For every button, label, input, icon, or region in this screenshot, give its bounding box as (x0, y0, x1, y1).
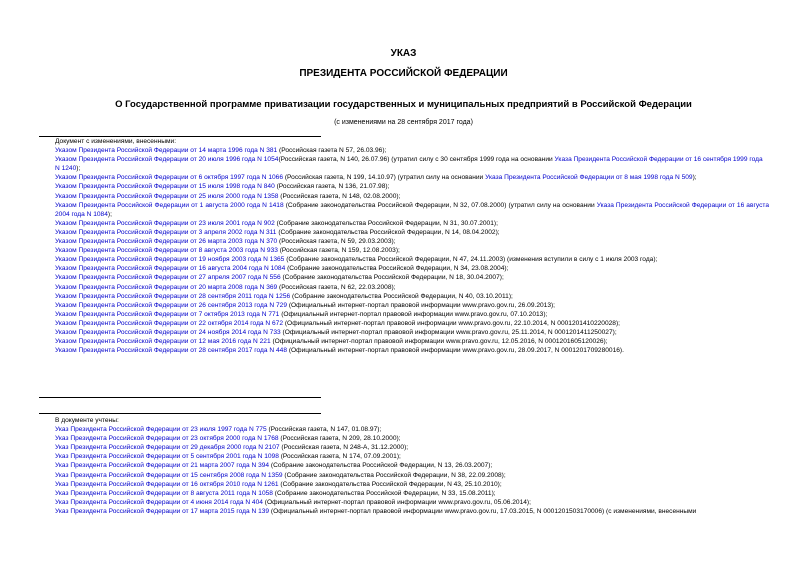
considered-item (39, 507, 769, 516)
amendment-link[interactable]: Указом Президента Российской Федерации от 28 сентября 2017 года N 448 (55, 347, 287, 355)
decree-link[interactable]: Указ Президента Российской Федерации от 21 марта 2007 года N 394 (55, 462, 270, 470)
change-item (39, 283, 769, 292)
change-item (39, 264, 769, 273)
amendment-link[interactable]: Указом Президента Российской Федерации от 28 сентября 2011 года N 1256 (55, 292, 291, 300)
divider-middle (39, 397, 321, 398)
document-title: УКАЗ (390, 48, 417, 59)
considered-item (39, 443, 769, 452)
amendment-source: (Официальный интернет-портал правовой информации www.pravo.gov.ru, 26.09.2013); (287, 301, 556, 309)
change-item (39, 319, 769, 328)
considered-item (39, 461, 769, 470)
considered-item (39, 498, 769, 507)
decree-link[interactable]: Указ Президента Российской Федерации от 17 марта 2015 года N 139 (55, 507, 270, 515)
amendment-source: (Собрание законодательства Российской Федерации, N 32, 07.08.2000) (утратил силу на основании (283, 201, 597, 209)
change-item (39, 346, 769, 355)
decree-source: (Собрание законодательства Российской Федерации, N 38, 22.09.2008); (282, 471, 506, 479)
decree-source: (Собрание законодательства Российской Федерации, N 33, 15.08.2011); (272, 489, 496, 497)
change-item (39, 255, 769, 264)
amendment-tail: ); (692, 174, 697, 182)
amendment-source: (Российская газета, N 148, 02.08.2000); (278, 192, 401, 200)
amendment-link[interactable]: Указом Президента Российской Федерации от 6 октября 1997 года N 1066 (55, 174, 284, 182)
amendment-source: (Собрание законодательства Российской Федерации, N 18, 30.04.2007); (280, 274, 504, 282)
change-item (39, 292, 769, 301)
divider-considered (39, 413, 321, 414)
decree-source: (Собрание законодательства Российской Федерации, N 43, 25.10.2010); (278, 480, 502, 488)
amendment-source: (Собрание законодательства Российской Федерации, N 14, 08.04.2002); (276, 228, 500, 236)
amendment-source: (Российская газета, N 159, 12.08.2003); (277, 247, 400, 255)
amendment-link[interactable]: Указом Президента Российской Федерации от 27 апреля 2007 года N 556 (55, 274, 281, 282)
amendment-source: (Российская газета, N 59, 29.03.2003); (277, 238, 396, 246)
amendment-source: (Официальный интернет-портал правовой информации www.pravo.gov.ru, 12.05.2016, N 0001201605120026); (270, 338, 608, 346)
considered-item (39, 434, 769, 443)
decree-link[interactable]: Указ Президента Российской Федерации от 8 августа 2011 года N 1058 (55, 489, 273, 497)
change-item (39, 155, 769, 173)
decree-source: (Российская газета, N 174, 07.09.2001); (278, 453, 401, 461)
amendment-link[interactable]: Указом Президента Российской Федерации от 12 мая 2016 года N 221 (55, 338, 271, 346)
change-item (39, 246, 769, 255)
amendment-source: (Российская газета N 57, 26.03.96); (277, 147, 387, 155)
change-item (39, 328, 769, 337)
change-item (39, 273, 769, 282)
change-item (39, 228, 769, 237)
amendment-link[interactable]: Указом Президента Российской Федерации от 26 сентября 2013 года N 729 (55, 301, 287, 309)
amendment-link[interactable]: Указом Президента Российской Федерации от 14 марта 1996 года N 381 (55, 147, 278, 155)
considered-item (39, 425, 769, 434)
decree-link[interactable]: Указ Президента Российской Федерации от 5 сентября 2001 года N 1098 (55, 453, 279, 461)
amendment-link[interactable]: Указом Президента Российской Федерации от 23 июля 2001 года N 902 (55, 219, 275, 227)
decree-link[interactable]: Указ Президента Российской Федерации от 29 декабря 2000 года N 2107 (55, 444, 280, 452)
amendment-link[interactable]: Указом Президента Российской Федерации от 26 марта 2003 года N 370 (55, 238, 278, 246)
decree-source: (Официальный интернет-портал правовой информации www.pravo.gov.ru, 17.03.2015, N 0001201503170006) (с изменениями, внесенными (269, 507, 697, 515)
change-item (39, 219, 769, 228)
amendment-link[interactable]: Указом Президента Российской Федерации от 1 августа 2000 года N 1418 (55, 201, 284, 209)
amendment-source: (Российская газета, N 62, 22.03.2008); (277, 283, 396, 291)
amendment-source: (Собрание законодательства Российской Федерации, N 40, 03.10.2011); (290, 292, 513, 300)
amendment-link[interactable]: Указом Президента Российской Федерации от 20 марта 2008 года N 369 (55, 283, 278, 291)
changes-intro: Документ с изменениями, внесенными: (55, 138, 177, 145)
amendment-source: (Российская газета, N 136, 21.07.98); (274, 183, 390, 191)
amendment-source: (Официальный интернет-портал правовой информации www.pravo.gov.ru, 25.11.2014, N 0001201411250027); (280, 328, 617, 336)
changes-block (39, 137, 769, 355)
amendment-source: (Собрание законодательства Российской Федерации, N 34, 23.08.2004); (285, 265, 509, 273)
decree-source: (Собрание законодательства Российской Федерации, N 13, 26.03.2007); (269, 462, 493, 470)
considered-item (39, 452, 769, 461)
amendment-link[interactable]: Указом Президента Российской Федерации от 16 августа 2004 года N 1084 (55, 265, 286, 273)
document-subject: О Государственной программе приватизации государственных и муниципальных предприятий в Российской Федерации (115, 99, 692, 110)
decree-link[interactable]: Указ Президента Российской Федерации от 23 июля 1997 года N 775 (55, 426, 267, 434)
amendment-source: (Официальный интернет-портал правовой информации www.pravo.gov.ru, 07.10.2013); (279, 310, 548, 318)
change-item (39, 337, 769, 346)
amendment-link[interactable]: Указом Президента Российской Федерации от 19 ноября 2003 года N 1365 (55, 256, 285, 264)
amendment-tail: ); (107, 210, 112, 218)
amendment-link[interactable]: Указом Президента Российской Федерации от 20 июля 1996 года N 1054 (55, 156, 279, 164)
edition-note: (с изменениями на 28 сентября 2017 года) (334, 119, 473, 126)
considered-item (39, 471, 769, 480)
amendment-source: (Собрание законодательства Российской Федерации, N 47, 24.11.2003) (изменения вступили в силу с 1 июля 2003 года); (284, 256, 658, 264)
change-item (39, 237, 769, 246)
considered-intro: В документе учтены: (55, 417, 119, 424)
repeal-link[interactable]: Указа Президента Российской Федерации от 8 мая 1998 года N 509 (485, 174, 693, 182)
change-item (39, 182, 769, 191)
amendment-source: (Российская газета, N 199, 14.10.97) (утратил силу на основании (283, 174, 486, 182)
considered-item (39, 480, 769, 489)
amendment-source: (Собрание законодательства Российской Федерации, N 31, 30.07.2001); (274, 219, 498, 227)
considered-block (39, 416, 769, 516)
amendment-link[interactable]: Указом Президента Российской Федерации от 3 апреля 2002 года N 311 (55, 228, 277, 236)
amendment-link[interactable]: Указом Президента Российской Федерации от 24 ноября 2014 года N 733 (55, 328, 281, 336)
amendment-link[interactable]: Указом Президента Российской Федерации от 8 августа 2003 года N 933 (55, 247, 278, 255)
amendment-source: (Официальный интернет-портал правовой информации www.pravo.gov.ru, 22.10.2014, N 0001201410220028); (283, 319, 620, 327)
amendment-tail: ); (76, 165, 81, 173)
decree-link[interactable]: Указ Президента Российской Федерации от 15 сентября 2008 года N 1359 (55, 471, 283, 479)
decree-link[interactable]: Указ Президента Российской Федерации от 23 октября 2000 года N 1768 (55, 435, 279, 443)
change-item (39, 192, 769, 201)
amendment-link[interactable]: Указом Президента Российской Федерации от 25 июля 2000 года N 1358 (55, 192, 279, 200)
change-item (39, 301, 769, 310)
amendment-link[interactable]: Указом Президента Российской Федерации от 7 октября 2013 года N 771 (55, 310, 280, 318)
decree-source: (Российская газета, N 209, 28.10.2000); (278, 435, 401, 443)
decree-source: (Российская газета, N 248-А, 31.12.2000); (279, 444, 409, 452)
decree-link[interactable]: Указ Президента Российской Федерации от 4 июня 2014 года N 404 (55, 498, 263, 506)
decree-source: (Российская газета, N 147, 01.08.97); (266, 426, 382, 434)
change-item (39, 146, 769, 155)
amendment-source: (Официальный интернет-портал правовой информации www.pravo.gov.ru, 28.09.2017, N 0001201709280016). (287, 347, 624, 355)
change-item (39, 310, 769, 319)
decree-source: (Официальный интернет-портал правовой информации www.pravo.gov.ru, 05.06.2014); (262, 498, 531, 506)
decree-link[interactable]: Указ Президента Российской Федерации от 16 октября 2010 года N 1261 (55, 480, 279, 488)
amendment-link[interactable]: Указом Президента Российской Федерации от 22 октября 2014 года N 672 (55, 319, 284, 327)
change-item (39, 201, 769, 219)
considered-item (39, 489, 769, 498)
repeal-link[interactable]: Указа Президента Российской Федерации от 16 августа 2004 года N 1084 (55, 201, 769, 218)
document-issuer: ПРЕЗИДЕНТА РОССИЙСКОЙ ФЕДЕРАЦИИ (299, 68, 508, 79)
amendment-source: (Российская газета, N 140, 26.07.96) (утратил силу с 30 сентября 1999 года на основании (278, 156, 555, 164)
repeal-link[interactable]: Указа Президента Российской Федерации от 16 сентября 1999 года N 1240 (55, 156, 763, 173)
change-item (39, 173, 769, 182)
amendment-link[interactable]: Указом Президента Российской Федерации от 15 июля 1998 года N 840 (55, 183, 275, 191)
